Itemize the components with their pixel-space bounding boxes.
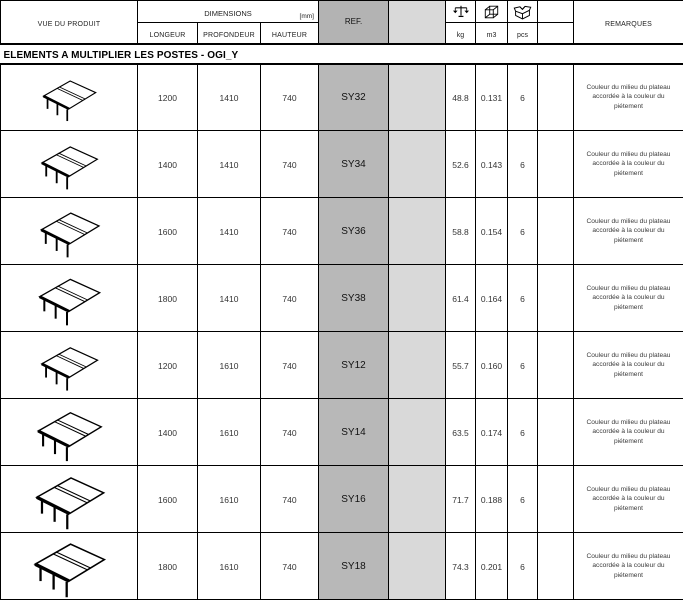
desk-illustration [38, 341, 100, 393]
longueur-value: 1200 [138, 64, 198, 131]
header-unit-m3 [476, 23, 508, 44]
volume-value: 0.201 [476, 533, 508, 600]
hauteur-value: 740 [261, 198, 319, 265]
unit-m3-label: m3 [486, 31, 497, 39]
header-ref [319, 1, 389, 44]
desk-illustration [33, 208, 106, 258]
header-spare-cell [538, 1, 574, 23]
table-row [1, 131, 683, 198]
header-remarques [574, 1, 683, 44]
packages-value: 6 [508, 466, 538, 533]
section-title-row [1, 44, 683, 64]
profondeur-value: 1610 [198, 533, 261, 600]
volume-value: 0.154 [476, 198, 508, 265]
hauteur-value: 740 [261, 265, 319, 332]
empty-gray-cell [389, 332, 446, 399]
remark-cell: Couleur du milieu du plateau accordée à la couleur du piétement [574, 533, 683, 600]
product-view-cell [1, 265, 138, 332]
header-unit-kg [446, 23, 476, 44]
remark-cell: Couleur du milieu du plateau accordée à la couleur du piétement [574, 265, 683, 332]
header-profondeur-label: PROFONDEUR [203, 31, 255, 39]
hauteur-value: 740 [261, 466, 319, 533]
packages-value: 6 [508, 265, 538, 332]
product-view-cell [1, 198, 138, 265]
spare-cell [538, 332, 574, 399]
header-packages-icon-cell [508, 1, 538, 23]
longueur-value: 1600 [138, 198, 198, 265]
table-row [1, 399, 683, 466]
hauteur-value: 740 [261, 533, 319, 600]
volume-value: 0.131 [476, 64, 508, 131]
profondeur-value: 1410 [198, 265, 261, 332]
unit-pcs-label: pcs [517, 31, 528, 39]
product-view-cell [1, 399, 138, 466]
hauteur-value: 740 [261, 332, 319, 399]
longueur-value: 1600 [138, 466, 198, 533]
header-hauteur [261, 23, 319, 44]
desk-illustration [40, 76, 98, 122]
weight-value: 61.4 [446, 265, 476, 332]
empty-gray-cell [389, 131, 446, 198]
scale-icon [452, 4, 470, 19]
ref-value: SY18 [319, 533, 389, 600]
product-view-cell [1, 466, 138, 533]
volume-value: 0.188 [476, 466, 508, 533]
remark-cell: Couleur du milieu du plateau accordée à la couleur du piétement [574, 466, 683, 533]
bottom-margin [0, 600, 683, 606]
longueur-value: 1800 [138, 265, 198, 332]
header-ref-label: REF. [344, 17, 363, 27]
packages-value: 6 [508, 533, 538, 600]
spare-cell [538, 399, 574, 466]
packages-value: 6 [508, 332, 538, 399]
profondeur-value: 1610 [198, 399, 261, 466]
packages-value: 6 [508, 64, 538, 131]
header-vue-du-produit [1, 1, 138, 44]
header-dimensions [138, 1, 319, 23]
spare-cell [538, 533, 574, 600]
spare-cell [538, 131, 574, 198]
header-vue-label: VUE DU PRODUIT [37, 20, 101, 28]
remark-cell: Couleur du milieu du plateau accordée à la couleur du piétement [574, 64, 683, 131]
profondeur-value: 1410 [198, 131, 261, 198]
ref-value: SY38 [319, 265, 389, 332]
weight-value: 58.8 [446, 198, 476, 265]
header-weight-icon-cell [446, 1, 476, 23]
weight-value: 55.7 [446, 332, 476, 399]
table-row [1, 265, 683, 332]
ref-value: SY14 [319, 399, 389, 466]
empty-gray-cell [389, 64, 446, 131]
profondeur-value: 1410 [198, 64, 261, 131]
spare-cell [538, 64, 574, 131]
volume-value: 0.164 [476, 265, 508, 332]
weight-value: 71.7 [446, 466, 476, 533]
table-row [1, 64, 683, 131]
empty-gray-cell [389, 265, 446, 332]
ref-value: SY36 [319, 198, 389, 265]
header-longueur [138, 23, 198, 44]
spare-cell [538, 265, 574, 332]
desk-illustration [27, 538, 111, 598]
desk-illustration [29, 274, 109, 326]
desk-illustration [34, 407, 104, 462]
volume-value: 0.160 [476, 332, 508, 399]
header-empty-gray-column [389, 1, 446, 44]
product-view-cell [1, 131, 138, 198]
ref-value: SY16 [319, 466, 389, 533]
section-title-cell [1, 44, 683, 64]
header-mm-unit: [mm] [299, 13, 314, 20]
table-row [1, 198, 683, 265]
ref-value: SY12 [319, 332, 389, 399]
empty-gray-cell [389, 533, 446, 600]
table-row [1, 466, 683, 533]
hauteur-value: 740 [261, 131, 319, 198]
table-row [1, 332, 683, 399]
longueur-value: 1800 [138, 533, 198, 600]
cube-icon [483, 4, 500, 20]
hauteur-value: 740 [261, 399, 319, 466]
spare-cell [538, 198, 574, 265]
packages-value: 6 [508, 399, 538, 466]
weight-value: 52.6 [446, 131, 476, 198]
product-view-cell [1, 64, 138, 131]
header-remarques-label: REMARQUES [605, 20, 652, 28]
weight-value: 48.8 [446, 64, 476, 131]
weight-value: 63.5 [446, 399, 476, 466]
header-spare-unit-cell [538, 23, 574, 44]
profondeur-value: 1610 [198, 466, 261, 533]
header-hauteur-label: HAUTEUR [271, 31, 308, 39]
remark-cell: Couleur du milieu du plateau accordée à la couleur du piétement [574, 399, 683, 466]
empty-gray-cell [389, 399, 446, 466]
spare-cell [538, 466, 574, 533]
remark-cell: Couleur du milieu du plateau accordée à la couleur du piétement [574, 198, 683, 265]
hauteur-value: 740 [261, 64, 319, 131]
header-unit-pcs [508, 23, 538, 44]
volume-value: 0.143 [476, 131, 508, 198]
ref-value: SY34 [319, 131, 389, 198]
profondeur-value: 1610 [198, 332, 261, 399]
header-longueur-label: LONGEUR [149, 31, 186, 39]
empty-gray-cell [389, 198, 446, 265]
table-row [1, 533, 683, 600]
desk-illustration [31, 472, 108, 530]
header-dimensions-label: DIMENSIONS [204, 8, 252, 18]
section-title: ELEMENTS A MULTIPLIER LES POSTES - OGI_Y [3, 49, 239, 61]
product-view-cell [1, 332, 138, 399]
profondeur-value: 1410 [198, 198, 261, 265]
longueur-value: 1200 [138, 332, 198, 399]
table-header-row-1 [1, 1, 683, 23]
ref-value: SY32 [319, 64, 389, 131]
longueur-value: 1400 [138, 131, 198, 198]
longueur-value: 1400 [138, 399, 198, 466]
remark-cell: Couleur du milieu du plateau accordée à la couleur du piétement [574, 332, 683, 399]
product-view-cell [1, 533, 138, 600]
weight-value: 74.3 [446, 533, 476, 600]
package-icon [513, 4, 532, 20]
unit-kg-label: kg [456, 31, 465, 39]
header-volume-icon-cell [476, 1, 508, 23]
volume-value: 0.174 [476, 399, 508, 466]
packages-value: 6 [508, 131, 538, 198]
empty-gray-cell [389, 466, 446, 533]
remark-cell: Couleur du milieu du plateau accordée à la couleur du piétement [574, 131, 683, 198]
packages-value: 6 [508, 198, 538, 265]
desk-illustration [36, 142, 102, 190]
header-profondeur [198, 23, 261, 44]
